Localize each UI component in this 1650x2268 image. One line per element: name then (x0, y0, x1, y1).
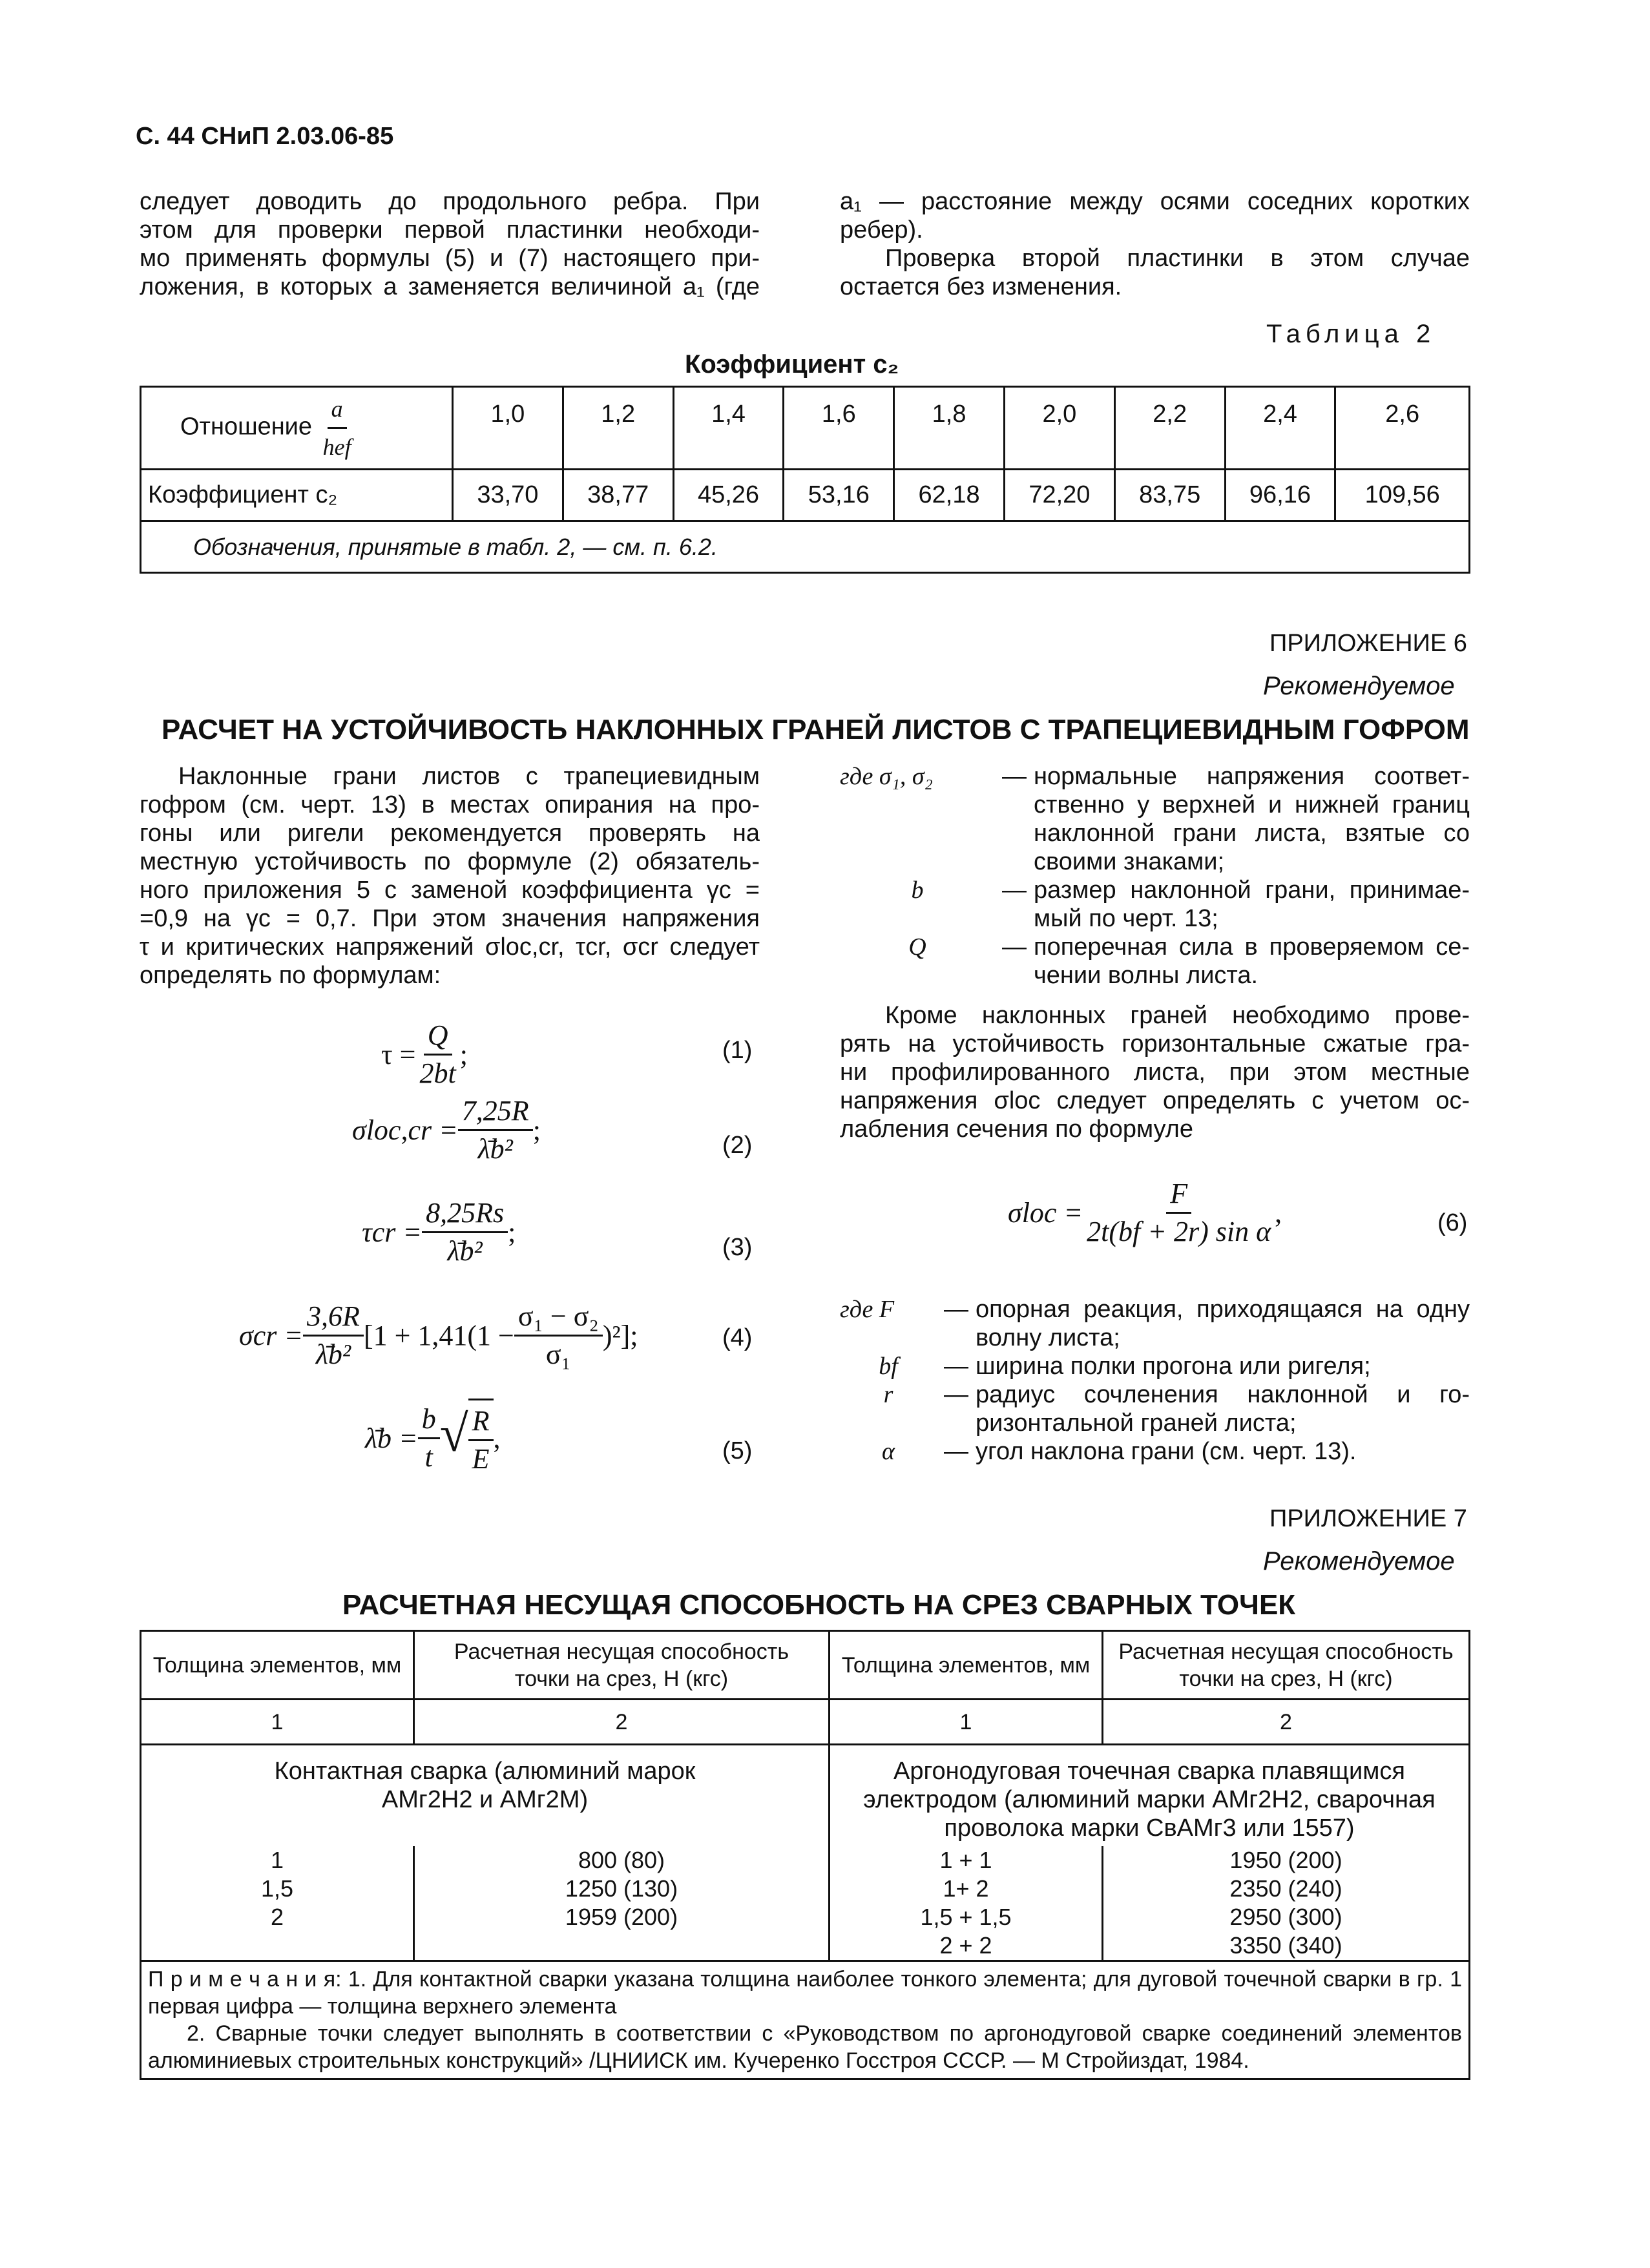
intro-right (840, 187, 1470, 301)
legend-symbol: bf (879, 1353, 898, 1380)
formula-1 (381, 1017, 468, 1092)
eq-number: (5) (722, 1437, 753, 1464)
para-line: определять по формулам: (140, 962, 441, 989)
capacity-cell (414, 1846, 830, 1961)
ratio-cell: 1,4 (673, 387, 784, 470)
column-number: 1 (141, 1700, 414, 1745)
group-right: Аргонодуговая точечная сварка плавящимся электродом (алюминий марки АМг2Н2, сварочная проволока марки СвАМг3 или 1557) (830, 1745, 1470, 1847)
formula-3 (362, 1195, 516, 1269)
radical-sign-icon: √ (439, 1406, 468, 1462)
capacity-value: 2350 (240) (1229, 1875, 1342, 1902)
ratio-cell: 1,8 (894, 387, 1005, 470)
para-line: лабления сечения по формуле (840, 1116, 1193, 1143)
formula-lhs: τ = (381, 1039, 416, 1070)
formula-num: F (1166, 1176, 1191, 1214)
coef-cell: 72,20 (1004, 470, 1114, 521)
formula-4 (239, 1298, 638, 1373)
formula-den: λ̄b² (315, 1338, 351, 1370)
column-number: 1 (830, 1700, 1103, 1745)
legend-text: поперечная сила в проверяемом се-чении волны листа. (1034, 933, 1470, 989)
legend-dash: — (1002, 933, 1027, 961)
ratio-cell: 1,2 (563, 387, 673, 470)
capacity-value: 3350 (340) (1229, 1932, 1342, 1959)
legend-item (840, 762, 1470, 876)
appendix6-right-para (840, 1001, 1470, 1143)
thickness-value: 2 (270, 1904, 284, 1930)
thickness-cell (830, 1846, 1103, 1961)
para-line: ни профилированного листа, при этом местные (840, 1059, 1470, 1086)
formula-den: E (472, 1443, 490, 1475)
thickness-value: 1 + 1 (939, 1847, 992, 1873)
thickness-cell (141, 1846, 414, 1961)
capacity-value: 1950 (200) (1229, 1847, 1342, 1873)
eq-number: (1) (722, 1037, 753, 1064)
para-line: рять на устойчивость горизонтальные сжатые гра- (840, 1030, 1470, 1057)
formula-tail: , (493, 1422, 501, 1454)
legend-dash: — (1002, 763, 1027, 790)
table-notes (141, 1961, 1470, 2079)
group-left: Контактная сварка (алюминий марок АМг2Н2 и АМг2М) (141, 1745, 830, 1847)
intro-left-line: мо применять формулы (5) и (7) настоящего при- (140, 245, 760, 272)
table-header: Расчетная несущая способность точки на срез, Н (кгс) (414, 1631, 830, 1700)
intro-left-line: ложения, в которых a заменяется величиной a₁ (где (140, 273, 760, 300)
formula-mid: [1 + 1,41(1 − (363, 1320, 514, 1351)
eq-number: (3) (722, 1234, 753, 1261)
table2-label: Таблица 2 (1266, 320, 1436, 348)
para-line: τ и критических напряжений σloc,cr, τcr, σcr следует (140, 933, 760, 961)
thickness-value: 1,5 + 1,5 (920, 1904, 1012, 1930)
table2-note: Обозначения, принятые в табл. 2, — см. п. 6.2. (141, 521, 1470, 573)
formula-fraction (303, 1298, 364, 1373)
capacity-cell (1103, 1846, 1470, 1961)
legend-item (840, 876, 1470, 933)
capacity-value: 800 (80) (578, 1847, 665, 1873)
page-header: С. 44 СНиП 2.03.06-85 (136, 123, 394, 150)
appendix6-status: Рекомендуемое (1263, 672, 1455, 700)
legend-item (840, 1352, 1470, 1380)
formula-den: t (424, 1441, 433, 1473)
formula-num: 7,25R (458, 1093, 533, 1131)
formula-tail: ; (459, 1039, 468, 1070)
legend-dash: — (944, 1353, 968, 1380)
para-line: ного приложения 5 с заменой коэффициента γc = (140, 877, 760, 904)
coef-cell: 96,16 (1225, 470, 1335, 521)
formula-tail: ; (508, 1216, 516, 1248)
table-header: Толщина элементов, мм (141, 1631, 414, 1700)
appendix6-left-para (140, 762, 760, 990)
formula-fraction (416, 1017, 460, 1092)
intro-right-line: a₁ — расстояние между осями соседних коротких (840, 188, 1470, 215)
ratio-denominator: hef (322, 434, 351, 460)
appendix7-table (140, 1630, 1470, 2080)
capacity-value: 1250 (130) (565, 1875, 678, 1902)
intro-left-line: следует доводить до продольного ребра. При (140, 188, 760, 215)
formula-den: λ̄b² (447, 1235, 483, 1267)
eq-number: (4) (722, 1324, 753, 1351)
ratio-cell: 2,4 (1225, 387, 1335, 470)
legend-item (840, 1437, 1470, 1466)
column-number: 2 (414, 1700, 830, 1745)
legend-symbol: b (911, 877, 924, 904)
coef-label: Коэффициент c₂ (141, 470, 453, 521)
para-line: Кроме наклонных граней необходимо прове- (885, 1002, 1470, 1029)
formula-fraction (514, 1298, 603, 1373)
formula-fraction (458, 1093, 533, 1167)
legend-symbol: где F (840, 1296, 895, 1323)
ratio-cell: 2,0 (1004, 387, 1114, 470)
legend-symbol: где σ₁, σ₂ (840, 763, 933, 790)
formula-5 (365, 1399, 501, 1477)
ratio-cell: 2,2 (1114, 387, 1225, 470)
eq-number: (6) (1437, 1209, 1468, 1236)
legend-text: нормальные напряжения соответ-ственно у верхней и нижней границ наклонной грани листа, взятые со своими знаками; (1034, 763, 1470, 875)
para-line: напряжения σloc следует определять с учетом ос- (840, 1087, 1470, 1114)
formula-fraction (422, 1195, 508, 1269)
legend-dash: — (1002, 877, 1027, 904)
para-line: =0,9 на γc = 0,7. При этом значения напряжения (140, 905, 760, 932)
coef-cell: 83,75 (1114, 470, 1225, 521)
legend-text: размер наклонной грани, принимае-мый по черт. 13; (1034, 877, 1470, 932)
ratio-label: Отношение (180, 413, 313, 441)
appendix6-label: ПРИЛОЖЕНИЕ 6 (1269, 630, 1467, 657)
table-header: Расчетная несущая способность точки на срез, Н (кгс) (1103, 1631, 1470, 1700)
intro-right-line: ребер). (840, 216, 923, 244)
ratio-cell: 1,0 (453, 387, 563, 470)
thickness-value: 1,5 (260, 1875, 294, 1902)
formula-fraction (418, 1401, 440, 1475)
appendix7-title: РАСЧЕТНАЯ НЕСУЩАЯ СПОСОБНОСТЬ НА СРЕЗ СВАРНЫХ ТОЧЕК (342, 1589, 1296, 1621)
thickness-value: 2 + 2 (939, 1932, 992, 1959)
coef-cell: 38,77 (563, 470, 673, 521)
legend-text: угол наклона грани (см. черт. 13). (976, 1438, 1357, 1465)
formula-lhs: λ̄b = (365, 1422, 418, 1454)
intro-left (140, 187, 760, 301)
formula-den: 2t(bf + 2r) sin α (1087, 1216, 1271, 1247)
formula-tail: , (1275, 1197, 1282, 1229)
formula-lhs: σloc = (1008, 1197, 1083, 1229)
ratio-cell: 2,6 (1335, 387, 1470, 470)
legend-item (840, 1295, 1470, 1352)
coef-cell: 53,16 (784, 470, 894, 521)
formula-tail: ; (532, 1114, 541, 1146)
legend-text: опорная реакция, приходящаяся на одну волну листа; (976, 1296, 1470, 1351)
table2 (140, 386, 1470, 574)
para-line: местную устойчивость по формуле (2) обязатель- (140, 848, 760, 875)
capacity-value: 1959 (200) (565, 1904, 678, 1930)
table2-title: Коэффициент c₂ (685, 350, 899, 379)
sqrt-fraction (468, 1399, 494, 1477)
formula-num: σ₁ − σ₂ (514, 1298, 603, 1337)
coef-cell: 45,26 (673, 470, 784, 521)
appendix6-title: РАСЧЕТ НА УСТОЙЧИВОСТЬ НАКЛОННЫХ ГРАНЕЙ ЛИСТОВ С ТРАПЕЦИЕВИДНЫМ ГОФРОМ (162, 714, 1470, 745)
legend-item (840, 933, 1470, 990)
legend-item (840, 1380, 1470, 1437)
formula-6 (1008, 1176, 1282, 1250)
legend-symbol: Q (908, 933, 926, 961)
ratio-fraction (319, 391, 355, 465)
formula-den: σ₁ (545, 1338, 571, 1370)
formula-num: R (468, 1403, 494, 1441)
formula-fraction (1083, 1176, 1275, 1250)
formula-num: b (418, 1401, 440, 1439)
eq-number: (2) (722, 1132, 753, 1159)
legend-symbol: α (882, 1438, 895, 1465)
legend-text: ширина полки прогона или ригеля; (976, 1353, 1371, 1380)
sqrt-symbol (440, 1399, 494, 1477)
legend-2 (840, 1295, 1470, 1466)
para-line: гофром (см. черт. 13) в местах опирания на про- (140, 791, 760, 818)
formula-lhs: σloc,cr = (352, 1114, 458, 1146)
table-header: Толщина элементов, мм (830, 1631, 1103, 1700)
formula-den: λ̄b² (477, 1133, 513, 1165)
para-line: гоны или ригели рекомендуется проверять на (140, 820, 760, 847)
legend-1 (840, 762, 1470, 990)
legend-dash: — (944, 1438, 968, 1465)
coef-cell: 109,56 (1335, 470, 1470, 521)
column-number: 2 (1103, 1700, 1470, 1745)
formula-num: Q (424, 1017, 452, 1056)
ratio-numerator: a (328, 391, 347, 429)
formula-tail: )²]; (602, 1320, 638, 1351)
legend-dash: — (944, 1381, 968, 1408)
table2-ratio-header (141, 387, 453, 470)
formula-num: 8,25Rs (422, 1195, 508, 1233)
thickness-value: 1+ 2 (943, 1875, 989, 1902)
formula-den: 2bt (419, 1057, 456, 1089)
para-line: Наклонные грани листов с трапециевидным (178, 763, 760, 790)
note-2: 2. Сварные точки следует выполнять в соответствии с «Руководством по аргонодуговой сварке соединений элементов алюминиевых строительных конструкций» /ЦНИИСК им. Кучеренко Госстроя СССР. — М Стройиздат, 1984. (148, 2021, 1462, 2073)
capacity-value: 2950 (300) (1229, 1904, 1342, 1930)
note-1: П р и м е ч а н и я: 1. Для контактной сварки указана толщина наиболее тонкого элемента; для дуговой точечной сварки в гр. 1 первая цифра — толщина верхнего элемента (148, 1967, 1462, 2019)
coef-cell: 62,18 (894, 470, 1005, 521)
formula-num: 3,6R (303, 1298, 364, 1337)
legend-text: радиус сочленения наклонной и го-ризонтальной граней листа; (976, 1381, 1470, 1437)
formula-lhs: σcr = (239, 1320, 304, 1351)
appendix7-label: ПРИЛОЖЕНИЕ 7 (1269, 1505, 1467, 1532)
legend-symbol: r (883, 1381, 893, 1408)
intro-right-line: Проверка второй пластинки в этом случае (885, 245, 1470, 272)
formula-2 (352, 1093, 541, 1167)
intro-right-line: остается без изменения. (840, 273, 1122, 300)
intro-left-line: этом для проверки первой пластинки необходи- (140, 216, 760, 244)
thickness-value: 1 (270, 1847, 284, 1873)
legend-dash: — (944, 1296, 968, 1323)
ratio-cell: 1,6 (784, 387, 894, 470)
appendix7-status: Рекомендуемое (1263, 1547, 1455, 1576)
formula-lhs: τcr = (362, 1216, 423, 1248)
coef-cell: 33,70 (453, 470, 563, 521)
